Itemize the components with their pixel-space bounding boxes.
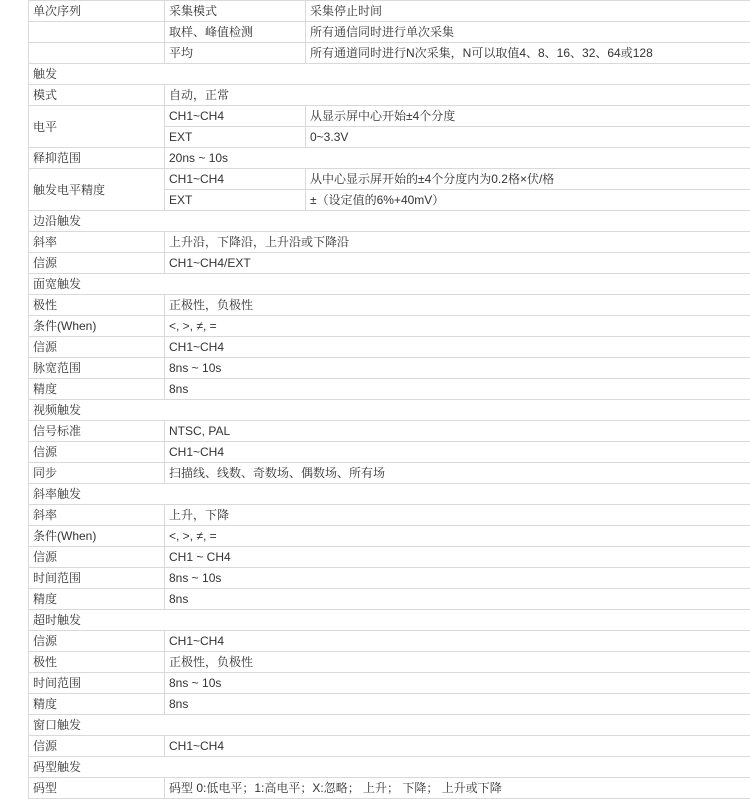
spec-label: 条件(When) — [29, 526, 165, 547]
spec-row — [29, 463, 750, 484]
spec-label: 精度 — [29, 379, 165, 400]
spec-row — [29, 148, 750, 169]
spec-label — [29, 43, 165, 64]
spec-row — [29, 253, 750, 274]
spec-value: 扫描线、线数、奇数场、偶数场、所有场 — [165, 463, 750, 484]
spec-value: 8ns ~ 10s — [165, 568, 750, 589]
section-row — [29, 484, 750, 505]
spec-value: ±（设定值的6%+40mV） — [306, 190, 750, 211]
spec-label: 时间范围 — [29, 673, 165, 694]
section-title: 视频触发 — [29, 400, 750, 421]
spec-row — [29, 589, 750, 610]
section-title: 面宽触发 — [29, 274, 750, 295]
spec-value: 8ns — [165, 589, 750, 610]
spec-table — [28, 0, 750, 799]
spec-row — [29, 85, 750, 106]
section-row — [29, 400, 750, 421]
spec-subitem: 取样、峰值检测 — [165, 22, 306, 43]
section-title: 窗口触发 — [29, 715, 750, 736]
section-row — [29, 64, 750, 85]
spec-label: 信源 — [29, 442, 165, 463]
spec-value: 上升沿，下降沿，上升沿或下降沿 — [165, 232, 750, 253]
spec-table-body — [29, 1, 750, 799]
spec-label: 脉宽范围 — [29, 358, 165, 379]
spec-row — [29, 358, 750, 379]
spec-subitem: EXT — [165, 127, 306, 148]
spec-label: 时间范围 — [29, 568, 165, 589]
spec-value: 上升，下降 — [165, 505, 750, 526]
spec-value: 正极性，负极性 — [165, 652, 750, 673]
spec-label: 同步 — [29, 463, 165, 484]
spec-value: 8ns — [165, 379, 750, 400]
spec-label: 触发电平精度 — [29, 169, 165, 211]
spec-value: 20ns ~ 10s — [165, 148, 750, 169]
spec-value: 采集停止时间 — [306, 1, 750, 22]
spec-value: CH1~CH4 — [165, 736, 750, 757]
spec-row — [29, 652, 750, 673]
spec-row — [29, 778, 750, 799]
spec-label: 条件(When) — [29, 316, 165, 337]
spec-row — [29, 316, 750, 337]
section-title: 斜率触发 — [29, 484, 750, 505]
spec-label — [29, 22, 165, 43]
spec-value: 正极性，负极性 — [165, 295, 750, 316]
section-title: 码型触发 — [29, 757, 750, 778]
spec-label: 斜率 — [29, 232, 165, 253]
spec-row — [29, 22, 750, 43]
spec-label: 精度 — [29, 694, 165, 715]
spec-subitem: 平均 — [165, 43, 306, 64]
spec-row — [29, 1, 750, 22]
spec-subitem: CH1~CH4 — [165, 169, 306, 190]
spec-row — [29, 106, 750, 127]
spec-label: 电平 — [29, 106, 165, 148]
spec-row — [29, 295, 750, 316]
spec-label: 释抑范围 — [29, 148, 165, 169]
spec-label: 极性 — [29, 652, 165, 673]
section-title: 边沿触发 — [29, 211, 750, 232]
spec-row — [29, 232, 750, 253]
spec-row — [29, 43, 750, 64]
spec-row — [29, 379, 750, 400]
spec-value: 8ns ~ 10s — [165, 673, 750, 694]
spec-value: CH1~CH4/EXT — [165, 253, 750, 274]
spec-value: 所有通道同时进行N次采集，N可以取值4、8、16、32、64或128 — [306, 43, 750, 64]
spec-value: 8ns — [165, 694, 750, 715]
spec-row — [29, 505, 750, 526]
spec-subitem: 采集模式 — [165, 1, 306, 22]
spec-label: 信源 — [29, 547, 165, 568]
spec-value: 从中心显示屏开始的±4个分度内为0.2格×伏/格 — [306, 169, 750, 190]
section-title: 触发 — [29, 64, 750, 85]
section-row — [29, 757, 750, 778]
section-row — [29, 211, 750, 232]
spec-label: 模式 — [29, 85, 165, 106]
spec-label: 信源 — [29, 337, 165, 358]
spec-label: 码型 — [29, 778, 165, 799]
spec-label: 信源 — [29, 631, 165, 652]
spec-label: 精度 — [29, 589, 165, 610]
section-row — [29, 610, 750, 631]
section-row — [29, 274, 750, 295]
spec-label: 斜率 — [29, 505, 165, 526]
spec-label: 信源 — [29, 253, 165, 274]
section-title: 超时触发 — [29, 610, 750, 631]
section-row — [29, 715, 750, 736]
spec-value: NTSC, PAL — [165, 421, 750, 442]
spec-label: 极性 — [29, 295, 165, 316]
spec-row — [29, 694, 750, 715]
spec-row — [29, 442, 750, 463]
spec-value: <, >, ≠, = — [165, 526, 750, 547]
spec-table-container — [28, 0, 750, 799]
spec-value: 0~3.3V — [306, 127, 750, 148]
spec-value: CH1~CH4 — [165, 631, 750, 652]
spec-label: 信号标准 — [29, 421, 165, 442]
spec-value: CH1~CH4 — [165, 337, 750, 358]
spec-row — [29, 421, 750, 442]
spec-value: 码型 0:低电平；1:高电平；X:忽略； 上升； 下降； 上升或下降 — [165, 778, 750, 799]
spec-row — [29, 169, 750, 190]
spec-row — [29, 337, 750, 358]
spec-value: 所有通信同时进行单次采集 — [306, 22, 750, 43]
spec-value: 从显示屏中心开始±4个分度 — [306, 106, 750, 127]
spec-subitem: EXT — [165, 190, 306, 211]
spec-subitem: CH1~CH4 — [165, 106, 306, 127]
spec-row — [29, 568, 750, 589]
spec-value: <, >, ≠, = — [165, 316, 750, 337]
spec-row — [29, 631, 750, 652]
spec-value: 8ns ~ 10s — [165, 358, 750, 379]
spec-label: 单次序列 — [29, 1, 165, 22]
spec-row — [29, 736, 750, 757]
spec-row — [29, 526, 750, 547]
spec-value: CH1~CH4 — [165, 442, 750, 463]
spec-value: CH1 ~ CH4 — [165, 547, 750, 568]
spec-row — [29, 547, 750, 568]
spec-value: 自动，正常 — [165, 85, 750, 106]
spec-label: 信源 — [29, 736, 165, 757]
spec-row — [29, 673, 750, 694]
